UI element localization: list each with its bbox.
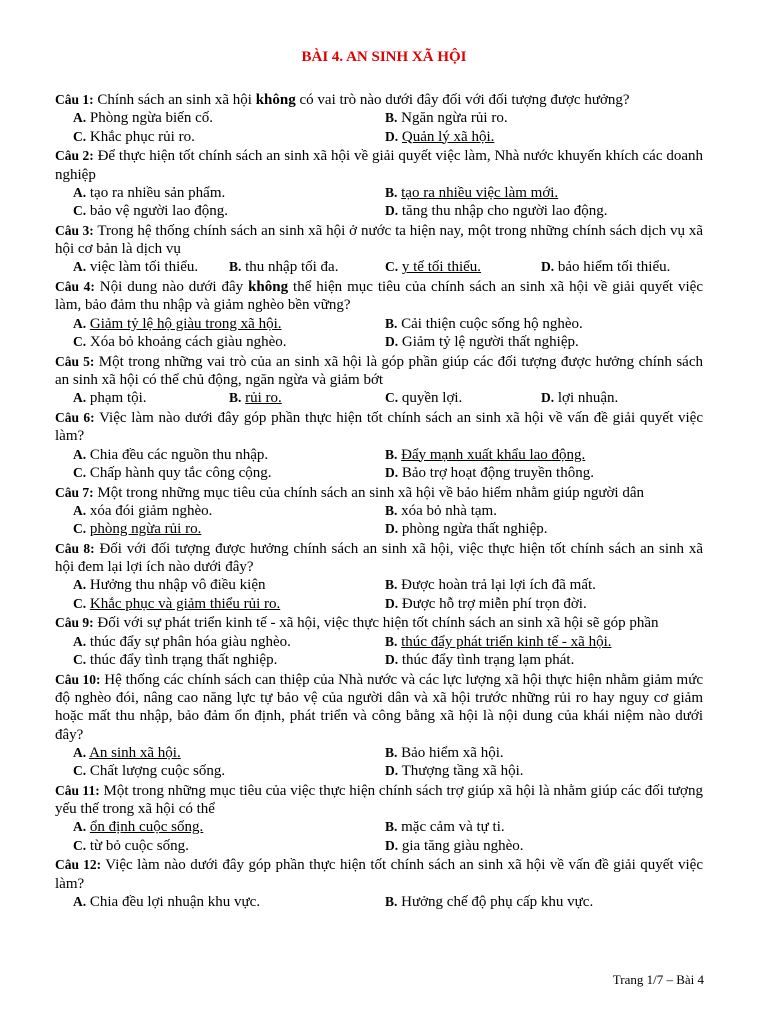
option-text: phòng ngừa thất nghiệp. [401, 521, 548, 538]
answer-option [385, 595, 697, 613]
question-1 [55, 91, 703, 146]
option-text: bảo vệ người lao động. [89, 203, 228, 220]
answer-option [73, 762, 385, 780]
option-text: xóa bỏ nhà tạm. [401, 502, 497, 519]
question-stem [55, 409, 703, 446]
options-row [55, 762, 703, 780]
question-stem [55, 91, 703, 109]
option-letter: D. [385, 464, 399, 480]
answer-option [73, 837, 385, 855]
option-text: Hưởng thu nhập vô điều kiện [89, 577, 266, 594]
option-letter: D. [385, 595, 399, 611]
question-text: Hệ thống các chính sách can thiệp của Nhà nước và các lực lượng xã hội thực hiện nhằm giảm mức độ nghèo đói, nâng cao năng lực tự bảo vệ của người dân và xã hội trước những rủi ro hay nguy cơ giảm hoặc mất thu nhập, bảo đảm ổn định, phát triển và công bằng xã hội là nội dung của khái niệm nào dưới đây? [55, 671, 703, 743]
answer-option [541, 258, 697, 276]
option-letter: D. [541, 390, 555, 406]
question-5 [55, 353, 703, 408]
question-text: có vai trò nào dưới đây đối với đối tượng được hưởng? [295, 92, 630, 108]
option-text-correct: Khắc phục và giảm thiểu rủi ro. [89, 595, 281, 612]
option-text: Xóa bỏ khoảng cách giàu nghèo. [89, 334, 287, 351]
option-text: quyền lợi. [401, 390, 463, 407]
option-text: tăng thu nhập cho người lao động. [401, 203, 608, 220]
option-letter: C. [73, 652, 87, 668]
option-text: Giảm tỷ lệ người thất nghiệp. [401, 334, 579, 351]
answer-option [73, 893, 385, 911]
question-label: Câu 2: [55, 148, 94, 164]
option-text: mặc cảm và tự ti. [401, 819, 505, 836]
answer-option [73, 651, 385, 669]
question-label: Câu 5: [55, 353, 95, 369]
question-list [55, 91, 703, 913]
question-2 [55, 147, 703, 220]
answer-option [73, 109, 385, 127]
question-label: Câu 8: [55, 540, 95, 556]
option-letter: A. [73, 390, 87, 406]
answer-option [385, 651, 697, 669]
question-label: Câu 6: [55, 410, 95, 425]
option-text: Khắc phục rủi ro. [89, 128, 195, 145]
question-text: Việc làm nào dưới đây góp phần thực hiện tốt chính sách an sinh xã hội về vấn đề giải quyết việc làm? [55, 410, 703, 445]
option-letter: D. [385, 128, 399, 144]
question-stem [55, 353, 703, 390]
option-letter: D. [385, 334, 399, 350]
answer-option [73, 315, 385, 333]
option-letter: A. [73, 502, 87, 518]
option-letter: B. [385, 633, 398, 649]
question-label: Câu 11: [55, 782, 100, 798]
options-row [55, 837, 703, 855]
option-text: tạo ra nhiều sản phẩm. [89, 184, 226, 201]
question-label: Câu 9: [55, 615, 94, 631]
answer-option [385, 464, 697, 482]
answer-option [385, 502, 697, 520]
question-stem [55, 222, 703, 259]
answer-option [385, 446, 697, 464]
option-text: Hưởng chế độ phụ cấp khu vực. [401, 894, 594, 911]
answer-option [73, 595, 385, 613]
answer-option [385, 744, 697, 762]
options-row [55, 464, 703, 482]
question-text: Việc làm nào dưới đây góp phần thực hiện tốt chính sách an sinh xã hội về vấn đề giải quyết việc làm? [55, 857, 703, 892]
question-7 [55, 484, 703, 539]
options-row [55, 202, 703, 220]
answer-option [385, 109, 697, 127]
answer-option [385, 184, 697, 202]
option-letter: B. [385, 744, 398, 760]
option-text: thu nhập tối đa. [245, 259, 339, 276]
answer-option [73, 744, 385, 762]
option-text-correct: Quản lý xã hội. [401, 128, 495, 145]
answer-option [73, 464, 385, 482]
question-text: Chính sách an sinh xã hội [93, 92, 256, 108]
answer-option [385, 333, 697, 351]
question-stem [55, 147, 703, 184]
option-letter: B. [229, 259, 242, 275]
option-letter: A. [73, 633, 87, 649]
answer-option [73, 202, 385, 220]
option-text: Chấp hành quy tắc công cộng. [89, 464, 272, 481]
options-row [55, 333, 703, 351]
option-text: xóa đói giảm nghèo. [89, 502, 213, 519]
answer-option [73, 258, 229, 276]
options-row [55, 128, 703, 146]
question-12 [55, 856, 703, 911]
option-text: Bảo trợ hoạt động truyền thông. [401, 464, 594, 481]
option-letter: B. [385, 110, 398, 126]
answer-option [73, 446, 385, 464]
option-letter: B. [385, 184, 398, 200]
answer-option [385, 837, 697, 855]
option-letter: C. [73, 521, 87, 537]
option-letter: C. [73, 837, 87, 853]
option-text-correct: An sinh xã hội. [89, 744, 181, 761]
question-3 [55, 222, 703, 277]
option-text-correct: Giảm tỷ lệ hộ giàu trong xã hội. [89, 315, 282, 332]
option-letter: B. [385, 502, 398, 518]
option-text: thúc đẩy tình trạng thất nghiệp. [89, 652, 278, 669]
question-8 [55, 540, 703, 613]
question-text: Nội dung nào dưới đây [94, 279, 249, 296]
option-letter: A. [73, 894, 87, 910]
question-stem [55, 484, 703, 502]
question-keyword: không [248, 279, 289, 296]
question-stem [55, 278, 703, 315]
answer-option [73, 520, 385, 538]
option-text: Bảo hiểm xã hội. [401, 744, 504, 761]
question-text: Đối với sự phát triển kinh tế - xã hội, việc thực hiện tốt chính sách an sinh xã hội sẽ góp phần [93, 615, 659, 632]
option-text: thúc đẩy tình trạng lạm phát. [401, 652, 575, 669]
question-label: Câu 4: [55, 279, 95, 295]
question-stem [55, 540, 703, 577]
option-letter: A. [73, 819, 87, 835]
option-letter: B. [385, 577, 398, 593]
options-row [55, 389, 703, 407]
question-text: Trong hệ thống chính sách an sinh xã hội ở nước ta hiện nay, một trong những chính sách dịch vụ xã hội cơ bản là dịch vụ [55, 222, 703, 258]
answer-option [541, 389, 697, 407]
page-title: BÀI 4. AN SINH XÃ HỘI [301, 49, 467, 65]
option-text: Phòng ngừa biến cố. [89, 110, 213, 127]
answer-option [385, 633, 697, 651]
answer-option [73, 184, 385, 202]
option-text-correct: phòng ngừa rủi ro. [89, 521, 202, 538]
question-keyword: không [255, 92, 296, 108]
answer-option [73, 389, 229, 407]
option-text: việc làm tối thiểu. [89, 259, 199, 276]
question-stem [55, 614, 703, 632]
options-row [55, 502, 703, 520]
option-text: lợi nhuận. [557, 390, 619, 407]
option-letter: D. [385, 521, 399, 537]
option-letter: C. [385, 390, 399, 406]
question-text: Một trong những mục tiêu của việc thực hiện chính sách trợ giúp xã hội là nhằm giúp các đối tượng yếu thế trong xã hội có thể [55, 782, 703, 818]
question-11 [55, 782, 703, 855]
answer-option [229, 389, 385, 407]
options-row [55, 520, 703, 538]
option-letter: A. [73, 259, 87, 275]
option-letter: B. [385, 315, 398, 331]
question-text: thể hiện mục tiêu của chính sách an sinh xã hội về giải quyết việc làm, bảo đảm thu nhập và giảm nghèo bền vững? [55, 279, 703, 314]
answer-option [73, 576, 385, 594]
answer-option [385, 762, 697, 780]
options-row [55, 595, 703, 613]
options-row [55, 633, 703, 651]
option-letter: C. [73, 128, 87, 144]
option-letter: A. [73, 184, 87, 200]
option-text: Cải thiện cuộc sống hộ nghèo. [401, 315, 583, 332]
answer-option [73, 633, 385, 651]
question-stem [55, 782, 703, 819]
option-text: gia tăng giàu nghèo. [401, 837, 524, 854]
option-text: Thượng tầng xã hội. [401, 763, 524, 780]
option-letter: B. [385, 819, 398, 835]
question-label: Câu 3: [55, 222, 94, 238]
options-row [55, 315, 703, 333]
option-text: thúc đẩy sự phân hóa giàu nghèo. [89, 633, 291, 650]
option-letter: C. [73, 763, 87, 779]
option-letter: D. [385, 837, 399, 853]
option-letter: C. [73, 595, 87, 611]
option-text: Chia đều các nguồn thu nhập. [89, 446, 269, 463]
question-label: Câu 7: [55, 484, 94, 500]
answer-option [385, 389, 541, 407]
question-stem [55, 671, 703, 744]
option-text: từ bỏ cuộc sống. [89, 837, 189, 854]
options-row [55, 893, 703, 911]
question-4 [55, 278, 703, 351]
question-text: Một trong những mục tiêu của chính sách an sinh xã hội về bảo hiểm nhằm giúp người dân [93, 484, 644, 501]
question-text: Đối với đối tượng được hưởng chính sách an sinh xã hội, việc thực hiện tốt chính sách an sinh xã hội đem lại lợi ích nào dưới đây? [55, 540, 703, 576]
option-letter: C. [73, 203, 87, 219]
answer-option [385, 818, 697, 836]
option-text: Chia đều lợi nhuận khu vực. [89, 894, 261, 911]
options-row [55, 258, 703, 276]
answer-option [385, 893, 697, 911]
options-row [55, 818, 703, 836]
option-text: bảo hiểm tối thiểu. [557, 259, 671, 276]
options-row [55, 109, 703, 127]
answer-option [385, 258, 541, 276]
option-letter: C. [73, 334, 87, 350]
answer-option [385, 202, 697, 220]
option-text-correct: ổn định cuộc sống. [89, 819, 204, 836]
option-text: Ngăn ngừa rủi ro. [401, 110, 508, 127]
answer-option [385, 520, 697, 538]
option-text-correct: Đẩy mạnh xuất khẩu lao động. [401, 446, 586, 463]
question-text: Một trong những vai trò của an sinh xã hội là góp phần giúp các đối tượng được hưởng chính sách an sinh xã hội có thể chủ động, ngăn ngừa và giảm bớt [55, 353, 703, 389]
question-label: Câu 10: [55, 671, 101, 687]
options-row [55, 446, 703, 464]
page-footer: Trang 1/7 – Bài 4 [612, 972, 704, 987]
answer-option [385, 315, 697, 333]
option-text-correct: rủi ro. [245, 390, 282, 407]
question-6 [55, 409, 703, 482]
options-row [55, 651, 703, 669]
option-letter: C. [73, 464, 87, 480]
option-letter: B. [385, 446, 398, 462]
question-9 [55, 614, 703, 669]
option-letter: A. [73, 744, 87, 760]
option-text: Được hoàn trả lại lợi ích đã mất. [401, 577, 596, 594]
option-text: Được hỗ trợ miễn phí trọn đời. [401, 595, 587, 612]
answer-option [385, 576, 697, 594]
question-text: Để thực hiện tốt chính sách an sinh xã hội về giải quyết việc làm, Nhà nước khuyến khích các doanh nghiệp [55, 148, 703, 183]
option-text: Chất lượng cuộc sống. [89, 763, 226, 780]
option-letter: A. [73, 110, 87, 126]
option-text-correct: y tế tối thiểu. [401, 259, 482, 276]
answer-option [73, 818, 385, 836]
answer-option [73, 333, 385, 351]
option-letter: D. [385, 652, 399, 668]
option-text-correct: thúc đẩy phát triển kinh tế - xã hội. [401, 633, 612, 650]
question-label: Câu 1: [55, 92, 94, 107]
question-10 [55, 671, 703, 781]
option-letter: D. [541, 259, 555, 275]
answer-option [73, 502, 385, 520]
option-letter: A. [73, 577, 87, 593]
option-text-correct: tạo ra nhiều việc làm mới. [401, 184, 559, 201]
answer-option [229, 258, 385, 276]
question-stem [55, 856, 703, 893]
option-letter: A. [73, 315, 87, 331]
option-text: phạm tội. [89, 390, 147, 407]
answer-option [385, 128, 697, 146]
option-letter: D. [385, 763, 399, 779]
option-letter: B. [229, 390, 242, 406]
options-row [55, 184, 703, 202]
options-row [55, 744, 703, 762]
option-letter: D. [385, 203, 399, 219]
option-letter: C. [385, 259, 399, 275]
question-label: Câu 12: [55, 857, 102, 873]
answer-option [73, 128, 385, 146]
option-letter: B. [385, 894, 398, 910]
options-row [55, 576, 703, 594]
option-letter: A. [73, 446, 87, 462]
